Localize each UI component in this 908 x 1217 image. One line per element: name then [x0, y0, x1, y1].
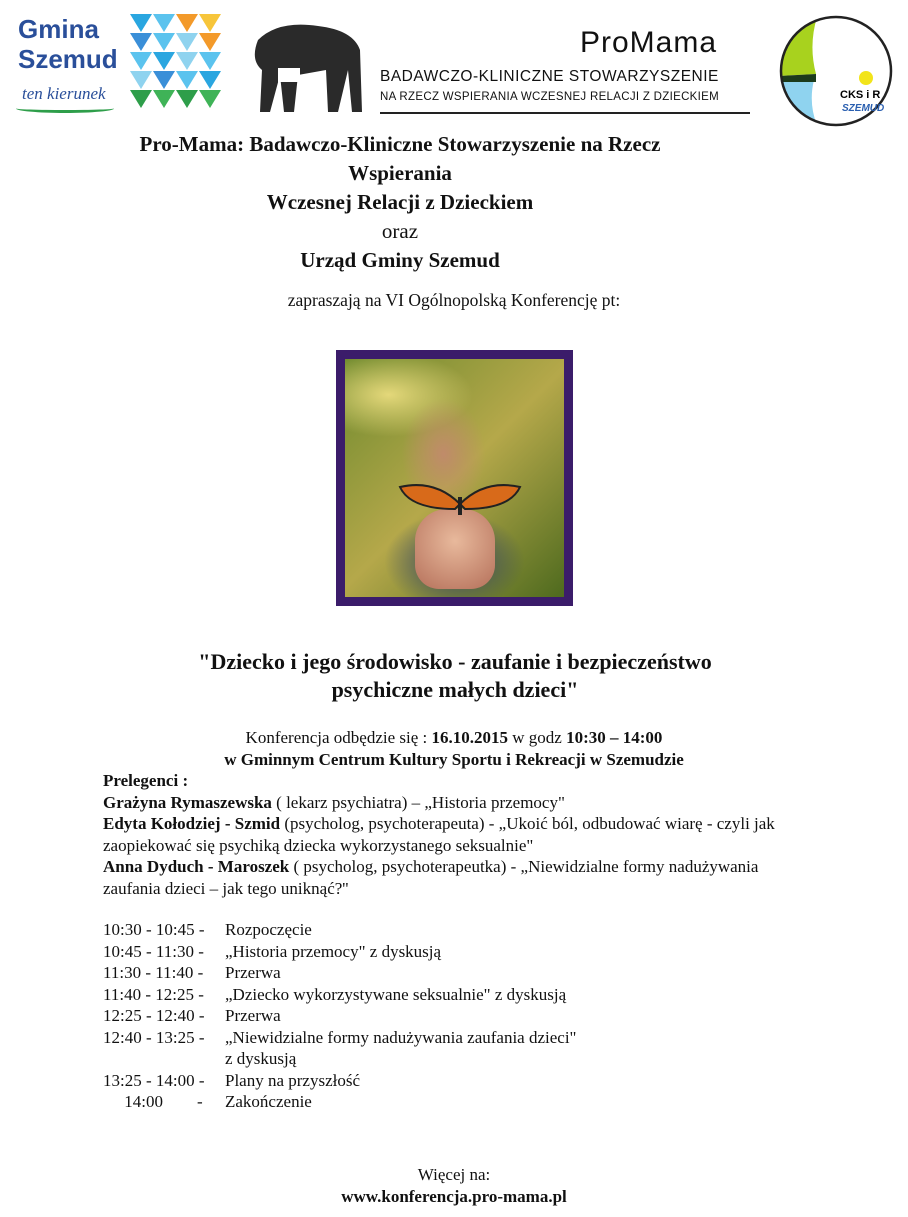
- divider: [380, 112, 750, 114]
- schedule-row: [103, 1048, 803, 1070]
- schedule-time: 10:30 - 10:45 -: [103, 920, 205, 939]
- hand-shape: [415, 509, 495, 589]
- conference-title-line-1: "Dziecko i jego środowisko - zaufanie i bezpieczeństwo: [198, 649, 712, 674]
- butterfly-icon: [395, 479, 525, 519]
- schedule-item: Rozpoczęcie: [225, 920, 312, 939]
- schedule-time: 12:25 - 12:40 -: [103, 1006, 205, 1025]
- speaker-item: [103, 856, 803, 899]
- website-link[interactable]: www.konferencja.pro-mama.pl: [341, 1187, 567, 1206]
- triangle-tile: [153, 71, 175, 89]
- promama-subtitle-1: BADAWCZO-KLINICZNE STOWARZYSZENIE: [380, 68, 719, 85]
- triangle-tile: [176, 90, 198, 108]
- organizers-block: [40, 130, 760, 275]
- speaker-name: Grażyna Rymaszewska: [103, 792, 272, 812]
- speaker-name: Edyta Kołodziej - Szmid: [103, 814, 281, 833]
- organizer-1-line-1: Pro-Mama: Badawczo-Kliniczne Stowarzyszenie na Rzecz: [139, 132, 661, 156]
- cksir-szemud-text: SZEMUD: [842, 103, 885, 114]
- conjunction: oraz: [381, 219, 419, 243]
- triangle-tile: [176, 52, 198, 70]
- promama-subtitle-2: NA RZECZ WSPIERANIA WCZESNEJ RELACJI Z DZIECKIEM: [380, 91, 719, 103]
- speaker-item: [103, 792, 803, 814]
- triangle-tile: [176, 71, 198, 89]
- cksir-szemud-logo-icon: [778, 14, 894, 128]
- speakers-label: Prelegenci :: [103, 771, 189, 790]
- triangle-tile: [176, 14, 198, 32]
- horse-drawing-icon: [248, 20, 370, 116]
- triangle-mosaic-logo-icon: [130, 14, 226, 112]
- speaker-item: [103, 813, 803, 856]
- speaker-desc: ( psycholog, psychoterapeutka) - „Niewidzialne formy nadużywania zaufania dzieci – jak tego uniknąć?'': [103, 857, 759, 898]
- triangle-tile: [176, 33, 198, 51]
- time-prefix: w godz: [508, 728, 567, 747]
- schedule-item: z dyskusją: [225, 1049, 297, 1068]
- organizer-2: Urząd Gminy Szemud: [300, 248, 500, 272]
- schedule-time: 13:25 - 14:00 -: [103, 1070, 205, 1090]
- conference-title-line-2: psychiczne małych dzieci": [331, 677, 579, 702]
- conference-date: 16.10.2015: [431, 728, 509, 747]
- triangle-tile: [153, 52, 175, 70]
- triangle-tile: [199, 33, 221, 51]
- triangle-tile: [199, 14, 221, 32]
- triangle-tile: [130, 71, 152, 89]
- schedule-row: [103, 1091, 803, 1113]
- schedule-row: [103, 962, 803, 984]
- date-prefix: Konferencja odbędzie się :: [245, 728, 432, 747]
- conference-time: 10:30 – 14:00: [566, 728, 663, 747]
- schedule-list: [103, 919, 803, 1113]
- schedule-item: Przerwa: [225, 1006, 281, 1025]
- schedule-row: [103, 919, 803, 941]
- schedule-row: [103, 1005, 803, 1027]
- schedule-item: Przerwa: [225, 963, 281, 982]
- schedule-item: Plany na przyszłość: [225, 1070, 361, 1090]
- child-butterfly-photo: [336, 350, 573, 606]
- promama-title: ProMama: [580, 26, 718, 59]
- triangle-tile: [199, 52, 221, 70]
- gmina-szemud-logo-text: Gmina Szemud: [18, 14, 118, 74]
- schedule-item: „Dziecko wykorzystywane seksualnie" z dyskusją: [225, 984, 567, 1004]
- schedule-item: Zakończenie: [225, 1092, 312, 1111]
- invitation-text: zapraszają na VI Ogólnopolską Konferencję pt:: [287, 290, 621, 310]
- schedule-row: [103, 1070, 803, 1092]
- triangle-tile: [130, 14, 152, 32]
- cksir-text: CKS i R: [840, 89, 881, 101]
- triangle-tile: [153, 33, 175, 51]
- speakers-list: [103, 770, 803, 899]
- footer: [0, 1164, 908, 1208]
- triangle-tile: [199, 71, 221, 89]
- schedule-row: [103, 984, 803, 1006]
- triangle-tile: [130, 33, 152, 51]
- swoosh-icon: [16, 104, 114, 113]
- schedule-time: [103, 1048, 225, 1070]
- triangle-tile: [130, 90, 152, 108]
- more-info-label: Więcej na:: [417, 1165, 491, 1184]
- speaker-desc: ( lekarz psychiatra) – „Historia przemocy": [271, 792, 565, 812]
- schedule-time: 14:00 -: [103, 1092, 203, 1111]
- speaker-name: Anna Dyduch - Maroszek: [103, 857, 290, 876]
- triangle-tile: [153, 90, 175, 108]
- schedule-time: 11:30 - 11:40 -: [103, 963, 204, 982]
- triangle-tile: [153, 14, 175, 32]
- schedule-row: [103, 941, 803, 963]
- schedule-time: 12:40 - 13:25 -: [103, 1027, 205, 1047]
- schedule-item: „Niewidzialne formy nadużywania zaufania dzieci": [225, 1027, 577, 1047]
- gmina-tagline: ten kierunek: [22, 84, 106, 103]
- speaker-desc: (psycholog, psychoterapeuta) - „Ukoić ból, odbudować wiarę - czyli jak zaopiekować się psychiką dziecka wykorzystanego seksualnie": [103, 814, 775, 855]
- organizer-1-line-3: Wczesnej Relacji z Dzieckiem: [266, 190, 534, 214]
- conference-venue: w Gminnym Centrum Kultury Sportu i Rekreacji w Szemudzie: [224, 749, 684, 769]
- conference-title: [80, 648, 830, 704]
- triangle-tile: [130, 52, 152, 70]
- organizer-1-line-2: Wspierania: [348, 161, 452, 185]
- schedule-item: „Historia przemocy" z dyskusją: [225, 941, 442, 961]
- schedule-row: [103, 1027, 803, 1049]
- triangle-tile: [199, 90, 221, 108]
- conference-details: [0, 727, 908, 770]
- schedule-time: 11:40 - 12:25 -: [103, 984, 204, 1004]
- schedule-time: 10:45 - 11:30 -: [103, 941, 204, 961]
